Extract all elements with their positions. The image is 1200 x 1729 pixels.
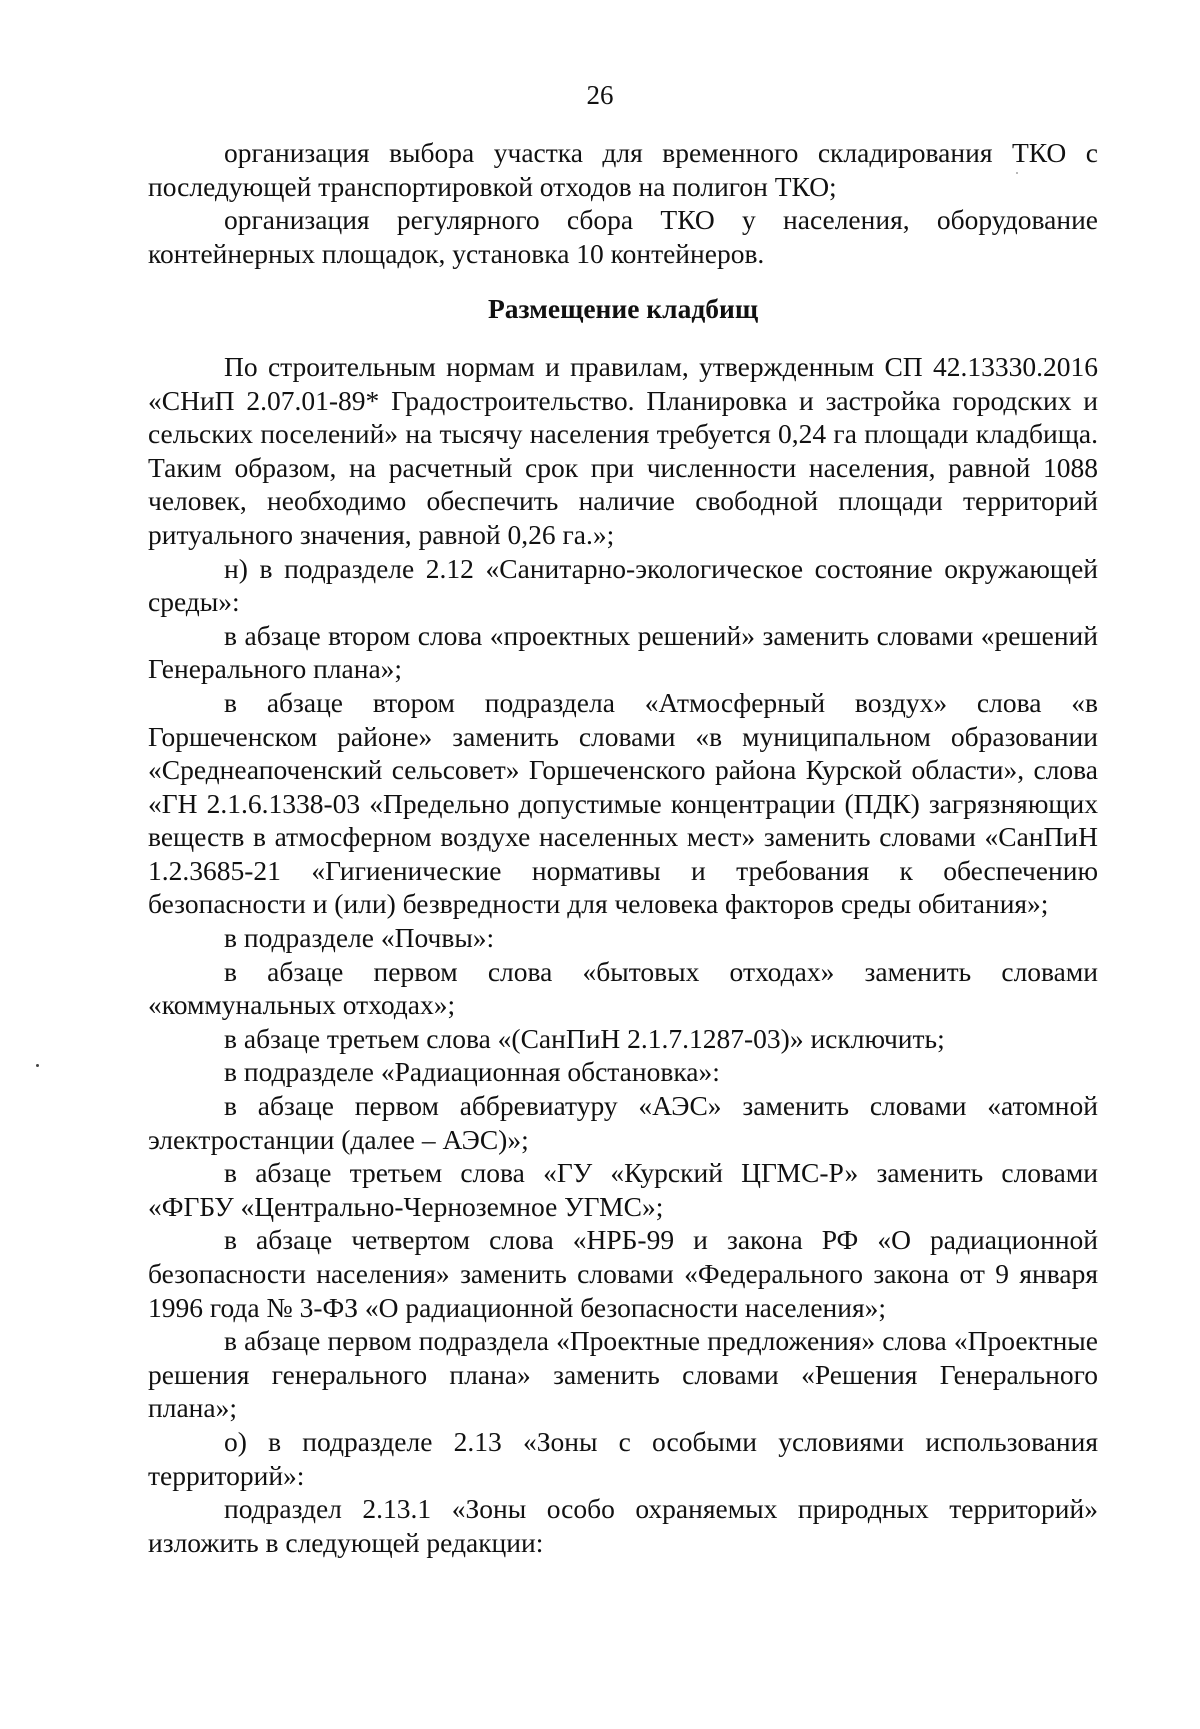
section-heading: Размещение кладбищ <box>487 293 759 325</box>
paragraph: в абзаце втором слова «проектных решений» заменить словами «решений Генерального плана»; <box>148 619 1098 685</box>
paragraph: в абзаце первом подраздела «Проектные предложения» слова «Проектные решения генерального плана» заменить словами «Решения Генерального плана»; <box>148 1325 1098 1424</box>
paragraph: в абзаце третьем слова «ГУ «Курский ЦГМС-Р» заменить словами «ФГБУ «Центрально-Черноземное УГМС»; <box>148 1157 1098 1222</box>
document-body <box>148 136 1098 1559</box>
paragraph: в абзаце первом слова «бытовых отходах» заменить словами «коммунальных отходах»; <box>148 955 1098 1021</box>
paragraph: По строительным нормам и правилам, утвержденным СП 42.13330.2016 «СНиП 2.07.01-89* Градостроительство. Планировка и застройка городских и сельских поселений» на тысячу населения требуется 0,24 га площади кладбища. Таким образом, на расчетный срок при численности населения, равной 1088 человек, необходимо обеспечить наличие свободной площади территорий ритуального значения, равной 0,26 га.»; <box>148 350 1098 550</box>
paragraph: в подразделе «Почвы»: <box>224 922 495 954</box>
paragraph: организация выбора участка для временного складирования ТКО с последующей транспортировкой отходов на полигон ТКО; <box>148 137 1098 202</box>
paragraph: в абзаце втором подраздела «Атмосферный воздух» слова «в Горшеченском районе» заменить словами «в муниципальном образовании «Среднеапоченский сельсовет» Горшеченского района Курской области», слова «ГН 2.1.6.1338-03 «Предельно допустимые концентрации (ПДК) загрязняющих веществ в атмосферном воздухе населенных мест» заменить словами «СанПиН 1.2.3685-21 «Гигиенические нормативы и требования к обеспечению безопасности и (или) безвредности для человека факторов среды обитания»; <box>148 686 1098 920</box>
page-number: 26 <box>586 80 614 110</box>
paragraph: н) в подразделе 2.12 «Санитарно-экологическое состояние окружающей среды»: <box>148 552 1098 618</box>
paragraph: в абзаце четвертом слова «НРБ-99 и закона РФ «О радиационной безопасности населения» заменить словами «Федерального закона от 9 января 1996 года № 3-ФЗ «О радиационной безопасности населения»; <box>148 1224 1098 1323</box>
paragraph: в абзаце первом аббревиатуру «АЭС» заменить словами «атомной электростанции (далее – АЭС)»; <box>148 1090 1098 1155</box>
paragraph: подраздел 2.13.1 «Зоны особо охраняемых природных территорий» изложить в следующей редакции: <box>148 1493 1098 1558</box>
scan-speck <box>36 1064 39 1067</box>
paragraph: о) в подразделе 2.13 «Зоны с особыми условиями использования территорий»: <box>148 1425 1098 1491</box>
scan-speck <box>1016 172 1018 174</box>
paragraph: организация регулярного сбора ТКО у населения, оборудование контейнерных площадок, установка 10 контейнеров. <box>148 204 1098 269</box>
paragraph: в абзаце третьем слова «(СанПиН 2.1.7.1287-03)» исключить; <box>224 1022 945 1054</box>
paragraph: в подразделе «Радиационная обстановка»: <box>224 1056 720 1088</box>
